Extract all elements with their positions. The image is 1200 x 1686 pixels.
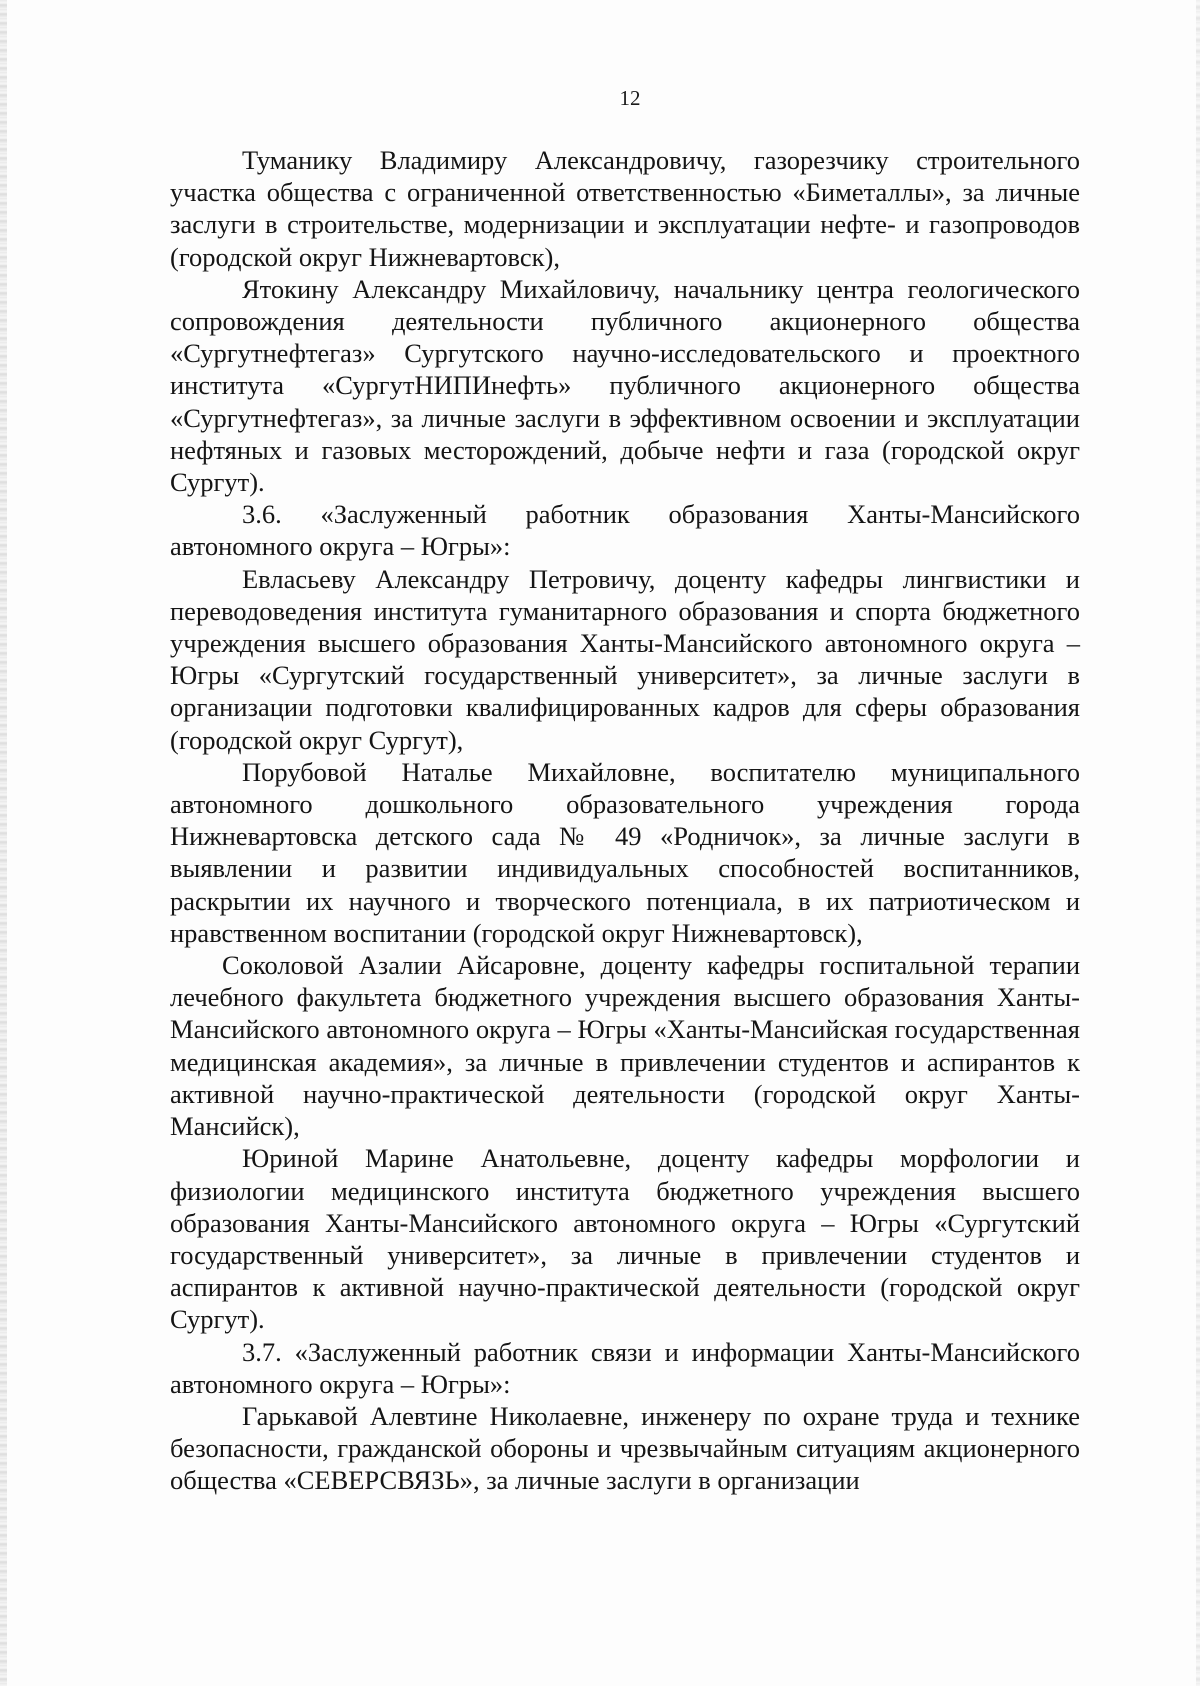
paragraph-yurina: Юриной Марине Анатольевне, доценту кафедры морфологии и физиологии медицинского института бюджетного учреждения высшего образования Ханты-Мансийского автономного округа – Югры «Сургутский государственный университет», за личные в привлечении студентов и аспирантов к активной научно-практической деятельности (городской округ Сургут). [170,1143,1080,1335]
paragraph-sokolova: Соколовой Азалии Айсаровне, доценту кафедры госпитальной терапии лечебного факультета бюджетного учреждения высшего образования Ханты-Мансийского автономного округа – Югры «Ханты-Мансийская государственная медицинская академия», за личные в привлечении студентов и аспирантов к активной научно-практической деятельности (городской округ Ханты-Мансийск), [170,950,1080,1142]
paragraph-evlasev: Евласьеву Александру Петровичу, доценту кафедры лингвистики и переводоведения института гуманитарного образования и спорта бюджетного учреждения высшего образования Ханты-Мансийского автономного округа – Югры «Сургутский государственный университет», за личные заслуги в организации подготовки квалифицированных кадров для сферы образования (городской округ Сургут), [170,563,1080,755]
paragraph-yatokin: Ятокину Александру Михайловичу, начальнику центра геологического сопровождения деятельности публичного акционерного общества «Сургутнефтегаз» Сургутского научно-исследовательского и проектного института «СургутНИПИнефть» публичного акционерного общества «Сургутнефтегаз», за личные заслуги в эффективном освоении и эксплуатации нефтяных и газовых месторождений, добыче нефти и газа (городской округ Сургут). [170,273,1080,498]
paragraph-garkavaya: Гарькавой Алевтине Николаевне, инженеру по охране труда и технике безопасности, гражданской обороны и чрезвычайным ситуациям акционерного общества «СЕВЕРСВЯЗЬ», за личные заслуги в организации [170,1400,1080,1496]
section-heading-3-6: 3.6. «Заслуженный работник образования Ханты-Мансийского автономного округа – Югры»: [170,499,1080,562]
document-body [170,144,1080,1497]
scan-edge-left [0,0,7,1686]
section-heading-3-7: 3.7. «Заслуженный работник связи и информации Ханты-Мансийского автономного округа – Югры»: [170,1336,1080,1399]
paragraph-porubova: Порубовой Наталье Михайловне, воспитателю муниципального автономного дошкольного образовательного учреждения города Нижневартовска детского сада № 49 «Родничок», за личные заслуги в выявлении и развитии индивидуальных способностей воспитанников, раскрытии их научного и творческого потенциала, в их патриотическом и нравственном воспитании (городской округ Нижневартовск), [170,756,1080,948]
paragraph-tumanik: Туманику Владимиру Александровичу, газорезчику строительного участка общества с ограниченной ответственностью «Биметаллы», за личные заслуги в строительстве, модернизации и эксплуатации нефте- и газопроводов (городской округ Нижневартовск), [170,145,1080,272]
scan-edge-right [1196,0,1200,1686]
page-number: 12 [619,86,641,110]
